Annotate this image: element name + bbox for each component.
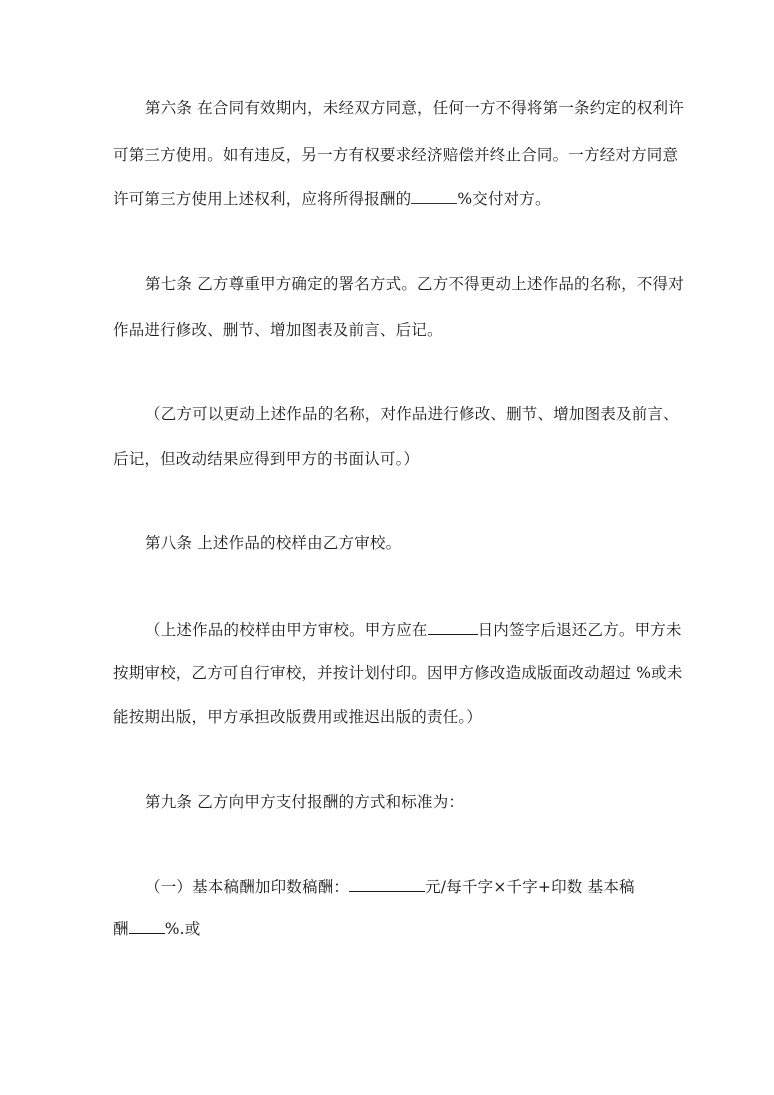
item1-line1-before: （一）基本稿酬加印数稿酬： (145, 878, 350, 896)
article6-line3-before: 许可第三方使用上述权利，应将所得报酬的 (113, 190, 412, 208)
item1-line2-before: 酬 (113, 920, 129, 938)
article7-alt-line2: 后记，但改动结果应得到甲方的书面认可。） (113, 450, 420, 468)
article8-line1: 第八条 上述作品的校样由乙方审校。 (145, 534, 402, 552)
article7-alt-line1: （乙方可以更动上述作品的名称，对作品进行修改、删节、增加图表及前言、 (145, 405, 679, 423)
article6-line3-after: %交付对方。 (457, 190, 551, 208)
article7-line1: 第七条 乙方尊重甲方确定的署名方式。乙方不得更动上述作品的名称，不得对 (145, 275, 684, 293)
article8-alt-line1-after: 日内签字后退还乙方。甲方未 (477, 621, 682, 639)
article6-line3 (113, 188, 673, 209)
article8-alt-line2: 按期审校，乙方可自行审校，并按计划付印。因甲方修改造成版面改动超过 %或未 (113, 664, 683, 682)
item1-line2 (113, 918, 673, 939)
item1-line1 (145, 876, 705, 897)
article7-line2: 作品进行修改、删节、增加图表及前言、后记。 (113, 321, 443, 339)
item1-line1-after: 元/每千字×千字+印数 基本稿 (425, 878, 635, 896)
article8-alt-line1-before: （上述作品的校样由甲方审校。甲方应在 (145, 621, 428, 639)
item1-line2-after: %.或 (164, 920, 201, 938)
days-blank[interactable] (428, 619, 478, 635)
article9-line1: 第九条 乙方向甲方支付报酬的方式和标准为： (145, 793, 465, 811)
article8-alt-line1 (145, 619, 705, 640)
base-percent-blank[interactable] (129, 918, 165, 934)
article6-line1: 第六条 在合同有效期内，未经双方同意，任何一方不得将第一条约定的权利许 (145, 99, 684, 117)
article8-alt-line3: 能按期出版，甲方承担改版费用或推迟出版的责任。） (113, 708, 483, 726)
percent-blank[interactable] (411, 188, 457, 204)
article6-line2: 可第三方使用。如有违反，另一方有权要求经济赔偿并终止合同。一方经对方同意 (113, 146, 679, 164)
rate-blank[interactable] (349, 876, 425, 892)
